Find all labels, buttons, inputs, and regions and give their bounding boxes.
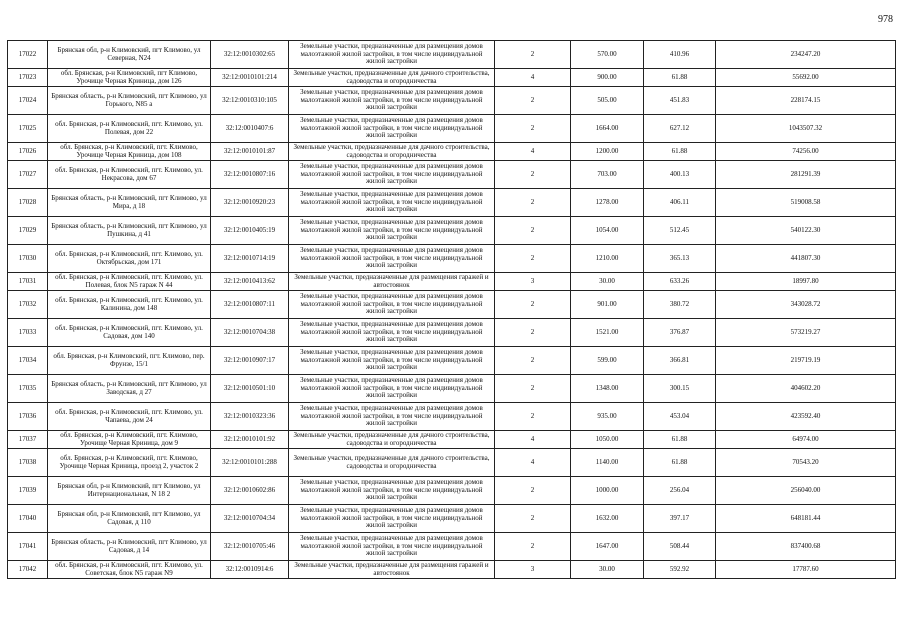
row-id-cell: 17042: [8, 561, 48, 579]
cadastral-value-cell: 837400.68: [716, 533, 896, 561]
address-cell: обл. Брянская, р-н Климовский, пгт. Климово, пер. Фрунзе, 15/1: [48, 347, 211, 375]
area-cell: 1140.00: [571, 449, 644, 477]
table-row: [8, 533, 896, 561]
row-id-cell: 17036: [8, 403, 48, 431]
area-cell: 570.00: [571, 41, 644, 69]
cadastral-value-cell: 228174.15: [716, 87, 896, 115]
land-purpose-cell: Земельные участки, предназначенные для размещения домов малоэтажной жилой застройки, в том числе индивидуальной жилой застройки: [289, 375, 495, 403]
area-cell: 505.00: [571, 87, 644, 115]
cadastral-value-cell: 343028.72: [716, 291, 896, 319]
cadastral-value-cell: 404602.20: [716, 375, 896, 403]
specific-value-cell: 380.72: [644, 291, 716, 319]
table-row: [8, 403, 896, 431]
specific-value-cell: 61.88: [644, 431, 716, 449]
specific-value-cell: 453.04: [644, 403, 716, 431]
cadastral-number-cell: 32:12:0010413:62: [211, 273, 289, 291]
area-cell: 901.00: [571, 291, 644, 319]
address-cell: обл. Брянская, р-н Климовский, пгт. Климово, ул. Некрасова, дом 67: [48, 161, 211, 189]
use-group-cell: 2: [495, 403, 571, 431]
cadastral-number-cell: 32:12:0010704:34: [211, 505, 289, 533]
address-cell: Брянская обл, р-н Климовский, пгт Климово, ул Садовая, д 110: [48, 505, 211, 533]
address-cell: Брянская область, р-н Климовский, пгт Климово, ул Мира, д 18: [48, 189, 211, 217]
table-body: [8, 41, 896, 579]
table-row: [8, 245, 896, 273]
cadastral-value-cell: 540122.30: [716, 217, 896, 245]
address-cell: Брянская обл, р-н Климовский, пгт Климово, ул Интернациональная, N 18 2: [48, 477, 211, 505]
address-cell: обл. Брянская, р-н Климовский, пгт. Климово, Урочище Черная Криница, дом 9: [48, 431, 211, 449]
use-group-cell: 3: [495, 273, 571, 291]
land-purpose-cell: Земельные участки, предназначенные для размещения домов малоэтажной жилой застройки, в том числе индивидуальной жилой застройки: [289, 403, 495, 431]
row-id-cell: 17031: [8, 273, 48, 291]
use-group-cell: 2: [495, 217, 571, 245]
address-cell: Брянская область, р-н Климовский, пгт Климово, ул Горького, N85 а: [48, 87, 211, 115]
cadastral-value-cell: 70543.20: [716, 449, 896, 477]
land-purpose-cell: Земельные участки, предназначенные для размещения домов малоэтажной жилой застройки, в том числе индивидуальной жилой застройки: [289, 161, 495, 189]
cadastral-number-cell: 32:12:0010101:214: [211, 69, 289, 87]
land-purpose-cell: Земельные участки, предназначенные для дачного строительства, садоводства и огородничества: [289, 449, 495, 477]
use-group-cell: 4: [495, 431, 571, 449]
cadastral-number-cell: 32:12:0010907:17: [211, 347, 289, 375]
cadastral-value-cell: 573219.27: [716, 319, 896, 347]
use-group-cell: 2: [495, 347, 571, 375]
table-row: [8, 347, 896, 375]
land-purpose-cell: Земельные участки, предназначенные для дачного строительства, садоводства и огородничества: [289, 143, 495, 161]
address-cell: обл. Брянская, р-н Климовский, пгт. Климово, ул. Советская, блок N5 гараж N9: [48, 561, 211, 579]
area-cell: 1278.00: [571, 189, 644, 217]
cadastral-number-cell: 32:12:0010101:288: [211, 449, 289, 477]
cadastral-value-cell: 423592.40: [716, 403, 896, 431]
cadastral-value-cell: 55692.00: [716, 69, 896, 87]
cadastral-value-cell: 17787.60: [716, 561, 896, 579]
land-registry-table: [7, 40, 896, 579]
cadastral-value-cell: 1043507.32: [716, 115, 896, 143]
cadastral-value-cell: 74256.00: [716, 143, 896, 161]
table-row: [8, 161, 896, 189]
row-id-cell: 17037: [8, 431, 48, 449]
row-id-cell: 17028: [8, 189, 48, 217]
use-group-cell: 2: [495, 505, 571, 533]
row-id-cell: 17034: [8, 347, 48, 375]
specific-value-cell: 300.15: [644, 375, 716, 403]
area-cell: 1664.00: [571, 115, 644, 143]
specific-value-cell: 508.44: [644, 533, 716, 561]
specific-value-cell: 451.83: [644, 87, 716, 115]
specific-value-cell: 376.87: [644, 319, 716, 347]
specific-value-cell: 592.92: [644, 561, 716, 579]
area-cell: 1348.00: [571, 375, 644, 403]
address-cell: обл. Брянская, р-н Климовский, пгт. Климово, ул. Полевая, дом 22: [48, 115, 211, 143]
table-row: [8, 477, 896, 505]
row-id-cell: 17022: [8, 41, 48, 69]
cadastral-number-cell: 32:12:0010807:11: [211, 291, 289, 319]
row-id-cell: 17023: [8, 69, 48, 87]
use-group-cell: 4: [495, 143, 571, 161]
cadastral-number-cell: 32:12:0010920:23: [211, 189, 289, 217]
area-cell: 1054.00: [571, 217, 644, 245]
table-row: [8, 431, 896, 449]
table-row: [8, 291, 896, 319]
row-id-cell: 17024: [8, 87, 48, 115]
specific-value-cell: 406.11: [644, 189, 716, 217]
specific-value-cell: 397.17: [644, 505, 716, 533]
specific-value-cell: 627.12: [644, 115, 716, 143]
cadastral-number-cell: 32:12:0010704:38: [211, 319, 289, 347]
specific-value-cell: 256.04: [644, 477, 716, 505]
specific-value-cell: 365.13: [644, 245, 716, 273]
address-cell: Брянская область, р-н Климовский, пгт Климово, ул Заводская, д 27: [48, 375, 211, 403]
row-id-cell: 17035: [8, 375, 48, 403]
address-cell: обл. Брянская, р-н Климовский, пгт. Климово, ул. Калинина, дом 148: [48, 291, 211, 319]
use-group-cell: 2: [495, 477, 571, 505]
use-group-cell: 4: [495, 69, 571, 87]
land-purpose-cell: Земельные участки, предназначенные для размещения гаражей и автостоянок: [289, 561, 495, 579]
area-cell: 1521.00: [571, 319, 644, 347]
cadastral-value-cell: 219719.19: [716, 347, 896, 375]
cadastral-number-cell: 32:12:0010501:10: [211, 375, 289, 403]
row-id-cell: 17033: [8, 319, 48, 347]
land-purpose-cell: Земельные участки, предназначенные для дачного строительства, садоводства и огородничества: [289, 69, 495, 87]
area-cell: 1050.00: [571, 431, 644, 449]
cadastral-value-cell: 648181.44: [716, 505, 896, 533]
address-cell: обл. Брянская, р-н Климовский, пгт. Климово, ул. Полевая, блок N5 гараж N 44: [48, 273, 211, 291]
specific-value-cell: 633.26: [644, 273, 716, 291]
use-group-cell: 2: [495, 319, 571, 347]
address-cell: обл. Брянская, р-н Климовский, пгт. Климово, Урочище Черная Криница, дом 108: [48, 143, 211, 161]
cadastral-value-cell: 64974.00: [716, 431, 896, 449]
land-purpose-cell: Земельные участки, предназначенные для размещения домов малоэтажной жилой застройки, в том числе индивидуальной жилой застройки: [289, 217, 495, 245]
area-cell: 703.00: [571, 161, 644, 189]
land-purpose-cell: Земельные участки, предназначенные для размещения домов малоэтажной жилой застройки, в том числе индивидуальной жилой застройки: [289, 319, 495, 347]
address-cell: обл. Брянская, р-н Климовский, пгт. Климово, ул. Октябрьская, дом 171: [48, 245, 211, 273]
land-purpose-cell: Земельные участки, предназначенные для размещения домов малоэтажной жилой застройки, в том числе индивидуальной жилой застройки: [289, 347, 495, 375]
address-cell: Брянская область, р-н Климовский, пгт Климово, ул Садовая, д 14: [48, 533, 211, 561]
table-row: [8, 41, 896, 69]
row-id-cell: 17032: [8, 291, 48, 319]
use-group-cell: 2: [495, 189, 571, 217]
row-id-cell: 17027: [8, 161, 48, 189]
land-purpose-cell: Земельные участки, предназначенные для размещения домов малоэтажной жилой застройки, в том числе индивидуальной жилой застройки: [289, 505, 495, 533]
table-row: [8, 87, 896, 115]
cadastral-number-cell: 32:12:0010602:86: [211, 477, 289, 505]
address-cell: Брянская область, р-н Климовский, пгт Климово, ул Пушкина, д 41: [48, 217, 211, 245]
land-purpose-cell: Земельные участки, предназначенные для размещения домов малоэтажной жилой застройки, в том числе индивидуальной жилой застройки: [289, 245, 495, 273]
specific-value-cell: 400.13: [644, 161, 716, 189]
cadastral-number-cell: 32:12:0010807:16: [211, 161, 289, 189]
area-cell: 1632.00: [571, 505, 644, 533]
use-group-cell: 2: [495, 41, 571, 69]
cadastral-number-cell: 32:12:0010302:65: [211, 41, 289, 69]
land-purpose-cell: Земельные участки, предназначенные для размещения домов малоэтажной жилой застройки, в том числе индивидуальной жилой застройки: [289, 115, 495, 143]
land-purpose-cell: Земельные участки, предназначенные для размещения домов малоэтажной жилой застройки, в том числе индивидуальной жилой застройки: [289, 87, 495, 115]
land-purpose-cell: Земельные участки, предназначенные для размещения гаражей и автостоянок: [289, 273, 495, 291]
area-cell: 935.00: [571, 403, 644, 431]
cadastral-number-cell: 32:12:0010323:36: [211, 403, 289, 431]
cadastral-value-cell: 441807.30: [716, 245, 896, 273]
area-cell: 599.00: [571, 347, 644, 375]
table-row: [8, 375, 896, 403]
table-row: [8, 561, 896, 579]
area-cell: 1200.00: [571, 143, 644, 161]
land-purpose-cell: Земельные участки, предназначенные для размещения домов малоэтажной жилой застройки, в том числе индивидуальной жилой застройки: [289, 41, 495, 69]
address-cell: Брянская обл, р-н Климовский, пгт Климово, ул Северная, N24: [48, 41, 211, 69]
cadastral-number-cell: 32:12:0010101:92: [211, 431, 289, 449]
row-id-cell: 17039: [8, 477, 48, 505]
use-group-cell: 4: [495, 449, 571, 477]
cadastral-number-cell: 32:12:0010407:6: [211, 115, 289, 143]
address-cell: обл. Брянская, р-н Климовский, пгт. Климово, Урочище Черная Криница, проезд 2, участок 2: [48, 449, 211, 477]
row-id-cell: 17026: [8, 143, 48, 161]
use-group-cell: 2: [495, 291, 571, 319]
cadastral-value-cell: 256040.00: [716, 477, 896, 505]
specific-value-cell: 61.88: [644, 143, 716, 161]
use-group-cell: 2: [495, 533, 571, 561]
table-row: [8, 273, 896, 291]
row-id-cell: 17038: [8, 449, 48, 477]
cadastral-value-cell: 519008.58: [716, 189, 896, 217]
area-cell: 1210.00: [571, 245, 644, 273]
specific-value-cell: 61.88: [644, 449, 716, 477]
specific-value-cell: 410.96: [644, 41, 716, 69]
cadastral-number-cell: 32:12:0010310:105: [211, 87, 289, 115]
specific-value-cell: 366.81: [644, 347, 716, 375]
row-id-cell: 17041: [8, 533, 48, 561]
specific-value-cell: 61.88: [644, 69, 716, 87]
table-row: [8, 217, 896, 245]
cadastral-number-cell: 32:12:0010101:87: [211, 143, 289, 161]
address-cell: обл. Брянская, р-н Климовский, пгт Климово, Урочище Черная Криница, дом 126: [48, 69, 211, 87]
table-row: [8, 505, 896, 533]
cadastral-number-cell: 32:12:0010405:19: [211, 217, 289, 245]
land-purpose-cell: Земельные участки, предназначенные для размещения домов малоэтажной жилой застройки, в том числе индивидуальной жилой застройки: [289, 291, 495, 319]
area-cell: 1647.00: [571, 533, 644, 561]
table-row: [8, 115, 896, 143]
cadastral-value-cell: 281291.39: [716, 161, 896, 189]
cadastral-number-cell: 32:12:0010705:46: [211, 533, 289, 561]
cadastral-number-cell: 32:12:0010714:19: [211, 245, 289, 273]
address-cell: обл. Брянская, р-н Климовский, пгт. Климово, ул. Садовая, дом 140: [48, 319, 211, 347]
area-cell: 30.00: [571, 273, 644, 291]
use-group-cell: 2: [495, 115, 571, 143]
row-id-cell: 17030: [8, 245, 48, 273]
land-purpose-cell: Земельные участки, предназначенные для размещения домов малоэтажной жилой застройки, в том числе индивидуальной жилой застройки: [289, 477, 495, 505]
use-group-cell: 2: [495, 161, 571, 189]
page-number: 978: [878, 14, 893, 25]
table-row: [8, 449, 896, 477]
cadastral-value-cell: 234247.20: [716, 41, 896, 69]
row-id-cell: 17040: [8, 505, 48, 533]
area-cell: 1000.00: [571, 477, 644, 505]
table-row: [8, 189, 896, 217]
address-cell: обл. Брянская, р-н Климовский, пгт. Климово, ул. Чапаева, дом 24: [48, 403, 211, 431]
land-purpose-cell: Земельные участки, предназначенные для дачного строительства, садоводства и огородничества: [289, 431, 495, 449]
use-group-cell: 2: [495, 375, 571, 403]
cadastral-number-cell: 32:12:0010914:6: [211, 561, 289, 579]
specific-value-cell: 512.45: [644, 217, 716, 245]
land-purpose-cell: Земельные участки, предназначенные для размещения домов малоэтажной жилой застройки, в том числе индивидуальной жилой застройки: [289, 189, 495, 217]
area-cell: 900.00: [571, 69, 644, 87]
use-group-cell: 2: [495, 87, 571, 115]
table-row: [8, 319, 896, 347]
use-group-cell: 3: [495, 561, 571, 579]
land-purpose-cell: Земельные участки, предназначенные для размещения домов малоэтажной жилой застройки, в том числе индивидуальной жилой застройки: [289, 533, 495, 561]
table-row: [8, 143, 896, 161]
row-id-cell: 17025: [8, 115, 48, 143]
cadastral-value-cell: 18997.80: [716, 273, 896, 291]
use-group-cell: 2: [495, 245, 571, 273]
table-row: [8, 69, 896, 87]
row-id-cell: 17029: [8, 217, 48, 245]
area-cell: 30.00: [571, 561, 644, 579]
